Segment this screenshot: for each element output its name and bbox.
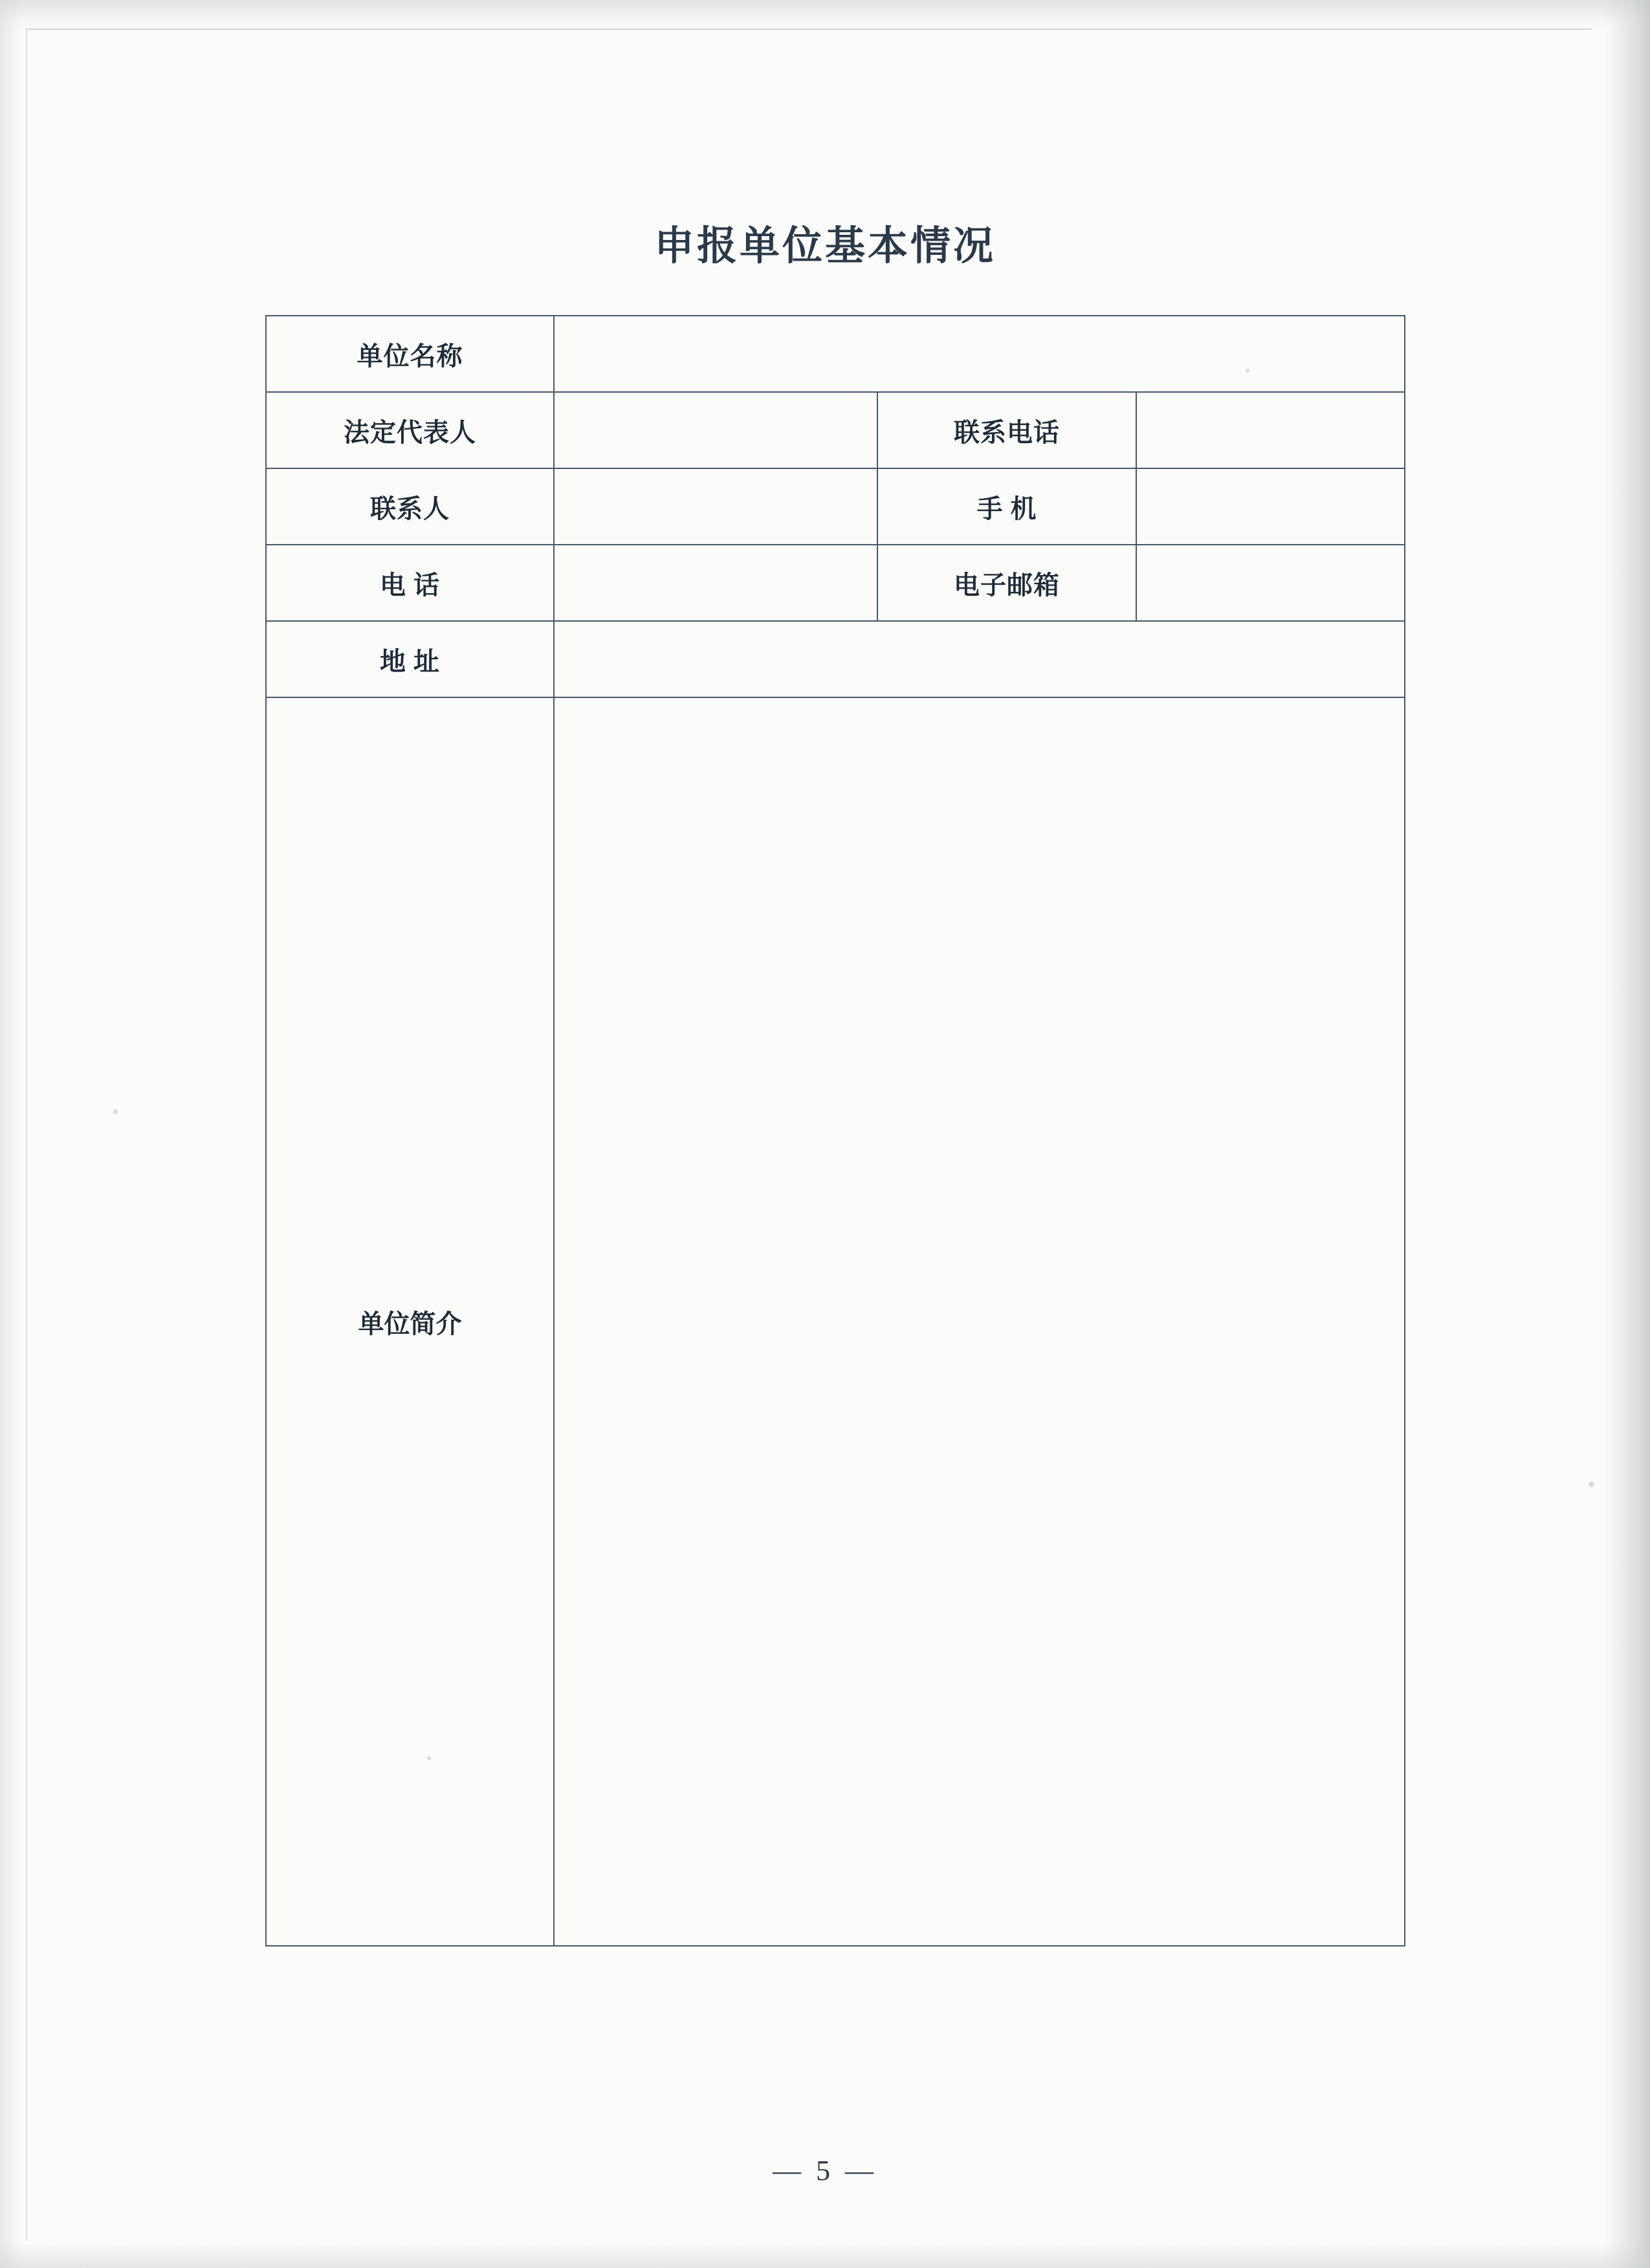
table-row <box>266 468 1405 545</box>
page-number: — 5 — <box>773 2155 877 2186</box>
label-address: 地 址 <box>266 621 554 697</box>
scan-shadow-bottom <box>0 2242 1650 2268</box>
scan-shadow-top <box>0 0 1650 31</box>
field-contact-phone[interactable] <box>1136 392 1405 468</box>
table-row <box>266 545 1405 621</box>
label-mobile: 手 机 <box>877 468 1136 545</box>
field-mobile[interactable] <box>1136 468 1405 545</box>
scan-speck <box>113 1109 118 1114</box>
field-unit-brief[interactable] <box>554 697 1405 1946</box>
table-row <box>266 621 1405 697</box>
page-title: 申报单位基本情况 <box>654 222 996 269</box>
scan-shadow-right <box>1605 0 1650 2268</box>
label-contact-phone: 联系电话 <box>877 392 1136 468</box>
field-unit-name[interactable] <box>554 316 1405 392</box>
label-contact-person: 联系人 <box>266 468 554 545</box>
page-border-top <box>26 28 1592 30</box>
table-row <box>266 316 1405 392</box>
label-telephone: 电 话 <box>266 545 554 621</box>
applicant-info-table <box>265 315 1405 1946</box>
field-email[interactable] <box>1136 545 1405 621</box>
label-email: 电子邮箱 <box>877 545 1136 621</box>
table-row <box>266 697 1405 1946</box>
label-unit-name: 单位名称 <box>266 316 554 392</box>
scan-speck <box>1589 1481 1594 1487</box>
label-unit-brief: 单位简介 <box>266 697 554 1946</box>
field-legal-representative[interactable] <box>554 392 877 468</box>
field-telephone[interactable] <box>554 545 877 621</box>
page-border-left <box>26 28 27 2241</box>
scan-shadow-left <box>0 0 22 2268</box>
table-row <box>266 392 1405 468</box>
field-contact-person[interactable] <box>554 468 877 545</box>
field-address[interactable] <box>554 621 1405 697</box>
label-legal-representative: 法定代表人 <box>266 392 554 468</box>
